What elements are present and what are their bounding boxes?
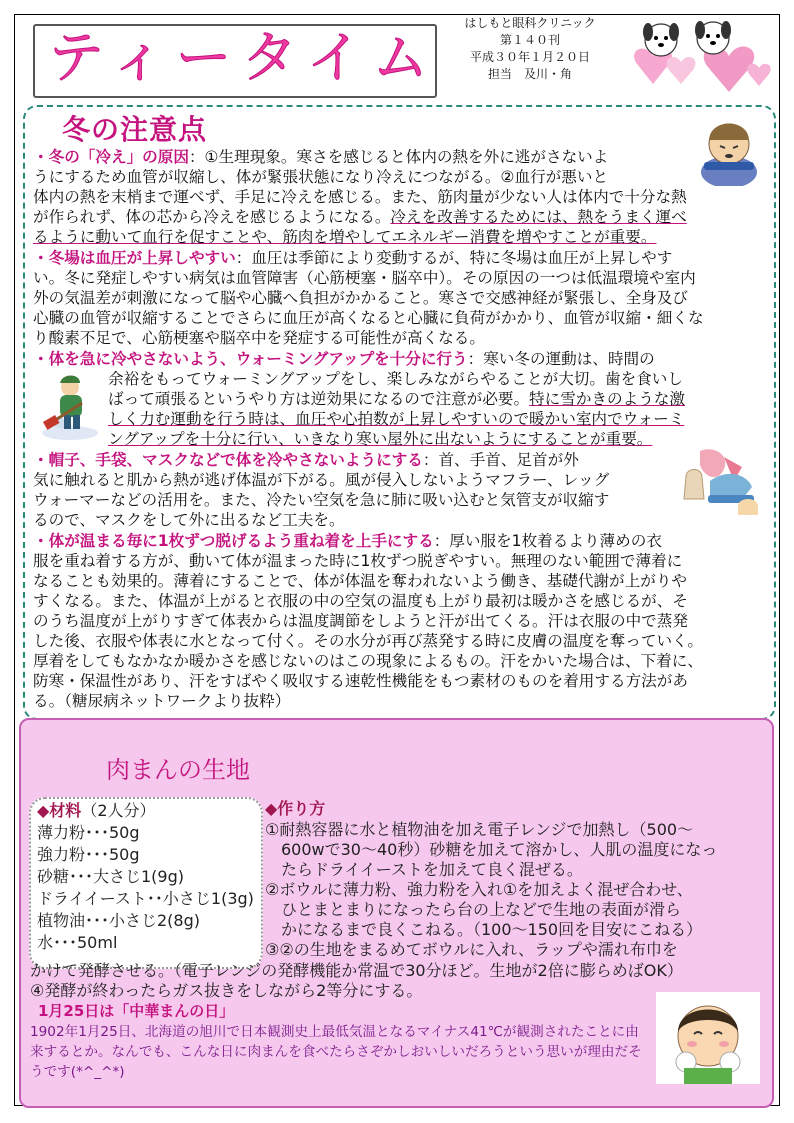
winter-clothes-icon: [680, 447, 764, 517]
winter-line: [33, 490, 683, 511]
body-span: る。（糖尿病ネットワークより抜粋）: [33, 692, 291, 710]
winter-line: [33, 147, 763, 168]
clinic-info: [450, 15, 610, 83]
body-span: なることも効果的。薄着にすることで、体が体温を奪われないよう働き、基礎代謝が上がりや: [33, 572, 688, 590]
step-line: ②ボウルに薄力粉、強力粉を入れ①を加えよく混ぜ合わせ、: [265, 880, 693, 899]
body-span: 冷えを改善するためには、熱をうまく運べ: [390, 208, 687, 226]
body-span: ：①生理現象。寒さを感じると体内の熱を外に逃がさないよ: [188, 148, 609, 166]
step-line: ③②の生地をまるめてボウルに入れ、ラップや濡れ布巾を: [265, 940, 678, 959]
winter-line: [33, 328, 763, 349]
body-span: 気に触れると肌から熱が逃げ体温が下がる。風が侵入しないようマフラー、レッグ: [33, 471, 610, 489]
winter-line: [108, 369, 763, 390]
body-span: 余裕をもってウォーミングアップをし、楽しみながらやることが大切。歯を食いし: [108, 370, 683, 388]
winter-line: [33, 691, 763, 712]
body-span: 防寒・保温性があり、汗をすばやく吸収する速乾性機能をもつ素材のものを着用する方法があ: [33, 672, 688, 690]
body-span: ングアップを十分に行い、いきなり寒い屋外に出ないようにすることが重要。: [108, 430, 653, 448]
ingredient-item: 水･･･50ml: [37, 933, 118, 952]
ingredient-item: 強力粉･･･50g: [37, 845, 140, 864]
body-span: 特に雪かきのような激: [529, 390, 685, 408]
step-line: ④発酵が終わったらガス抜きをしながら2等分にする。: [30, 981, 423, 1000]
hearts-dogs-icon: [617, 14, 779, 100]
recipe-title: 肉まんの生地: [106, 756, 250, 784]
winter-line: [33, 551, 763, 572]
winter-line: [33, 470, 683, 491]
ingredient-item: 砂糖･･･大さじ1(9g): [37, 867, 185, 886]
body-span: 服を重ね着する方が、動いて体が温まった時に1枚ずつ脱ぎやすい。無理のない範囲で薄着に: [33, 552, 683, 570]
body-span: り酸素不足で、心筋梗塞や脳卒中を発症する可能性が高くなる。: [33, 329, 485, 347]
body-span: るので、マスクをして外に出るなど工夫を。: [33, 511, 345, 529]
step-line: ひとまとまりになったら台の上などで生地の表面が滑ら: [265, 900, 682, 919]
servings: （2人分）: [81, 801, 156, 820]
body-span: ：寒い冬の運動は、時間の: [467, 350, 655, 368]
ingredients-heading: ◆材料: [37, 801, 82, 820]
body-span: 心臓の血管が収縮することでさらに血圧が高くなると心臓に負荷がかかり、血管が収縮・細くな: [33, 309, 704, 327]
tip-heading: ・帽子、手袋、マスクなどで体を冷やさないようにする: [33, 451, 423, 469]
winter-line: [33, 349, 763, 370]
tip-heading: ・冬の「冷え」の原因: [33, 148, 189, 166]
newsletter-title: ティータイム: [48, 26, 439, 91]
winter-line: [33, 510, 683, 531]
winter-line: [33, 308, 763, 329]
body-span: しく力む運動を行う時は、血圧や心拍数が上昇しやすいので暖かい室内でウォーミ: [108, 410, 685, 428]
issue-number: 第１４０刊: [499, 33, 560, 47]
body-span: ばって頑張るというやり方は逆効果になるので注意が必要。: [108, 390, 530, 408]
body-span: した後、衣服や体表に水となって付く。その水分が再び蒸発する時に皮膚の温度を奪っていく。: [33, 632, 703, 650]
clinic-name: はしもと眼科クリニック: [464, 16, 596, 30]
step-line: かけて発酵させる。（電子レンジの発酵機能か常温で30分ほど。生地が2倍に膨らめばOK）: [30, 961, 683, 980]
winter-line: [33, 207, 763, 228]
tip-heading: ・体が温まる毎に1枚ずつ脱げるよう重ね着を上手にする: [33, 532, 434, 550]
winter-line: [33, 288, 763, 309]
body-span: ウォーマーなどの活用を。また、冷たい空気を急に肺に吸い込むと気管支が収縮す: [33, 491, 610, 509]
winter-line: [33, 571, 763, 592]
step-line: かになるまで良くこねる。（100～150回を目安にこねる）: [265, 920, 703, 939]
tip-heading: ・冬場は血圧が上昇しやすい: [33, 249, 236, 267]
ingredient-item: 植物油･･･小さじ2(8g): [37, 911, 201, 930]
body-span: 外の気温差が刺激になって脳や心臓へ負担がかかること。寒さで交感神経が緊張し、全身及び: [33, 289, 688, 307]
body-span: 厚着をしてもなかなか暖かさを感じないのはこの現象によるもの。汗をかいた場合は、下着に、: [33, 652, 703, 670]
ingredient-item: 薄力粉･･･50g: [37, 823, 140, 842]
day-text: 1902年1月25日、北海道の旭川で日本観測史上最低気温となるマイナス41℃が観測されたことに由来するとか。なんでも、こんな日に肉まんを食べたらさぞかしおいしいだろうという思いが理由だそうです(*^_^*): [30, 1024, 642, 1080]
winter-line: [33, 651, 763, 672]
day-title: 1月25日は「中華まんの日」: [38, 1002, 235, 1020]
tip-heading: ・体を急に冷やさないよう、ウォーミングアップを十分に行う: [33, 350, 468, 368]
steps-list: [265, 820, 770, 960]
body-span: のうち温度が上がりすぎて体表からは温度調節をしようと汗が出てくる。汗は衣服の中で蒸発: [33, 612, 688, 630]
body-span: ：血圧は季節により変動するが、特に冬場は血圧が上昇しやす: [235, 249, 673, 267]
staff-credit: 担当 及川・角: [487, 67, 572, 81]
winter-line: [33, 450, 683, 471]
winter-line: [33, 531, 763, 552]
step-line: ①耐熱容器に水と植物油を加え電子レンジで加熱し（500～: [265, 820, 694, 839]
winter-line: [33, 268, 763, 289]
step-line: 600wで30～40秒）砂糖を加えて溶かし、人肌の温度になっ: [265, 840, 718, 859]
issue-date: 平成３０年１月２０日: [469, 50, 590, 64]
winter-line: [108, 429, 763, 450]
winter-line: [33, 591, 763, 612]
winter-line: [33, 227, 763, 248]
body-span: るように動いて血行を促すことや、筋肉を増やしてエネルギー消費を増やすことが重要。: [33, 228, 657, 246]
ingredients-list: [37, 800, 254, 954]
warm-face-icon: [656, 992, 760, 1084]
winter-line: [33, 187, 763, 208]
winter-title: 冬の注意点: [62, 113, 208, 146]
body-span: い。冬に発症しやすい病気は血管障害（心筋梗塞・脳卒中）。その原因の一つは低温環境や室内: [33, 269, 696, 287]
winter-line: [33, 167, 763, 188]
winter-line: [33, 671, 763, 692]
steps-heading: ◆作り方: [265, 799, 326, 818]
body-span: ：首、手首、足首が外: [422, 451, 579, 469]
ingredient-item: ドライイースト･･小さじ1(3g): [37, 889, 254, 908]
step-line: たらドライイーストを加えて良く混ぜる。: [265, 860, 583, 879]
winter-line: [33, 611, 763, 632]
winter-line: [108, 409, 763, 430]
body-span: が作られず、体の芯から冷えを感じるようになる。: [33, 208, 391, 226]
winter-line: [33, 631, 763, 652]
body-span: 体内の熱を末梢まで運べず、手足に冷えを感じる。また、筋肉量が少ない人は体内で十分な熱: [33, 188, 687, 206]
body-span: すくなる。また、体温が上がると衣服の中の空気の温度も上がり最初は暖かさを感じるが、そ: [33, 592, 688, 610]
snow-shoveling-icon: [40, 373, 100, 441]
body-span: ：厚い服を1枚着るより薄めの衣: [433, 532, 662, 550]
winter-line: [33, 248, 763, 269]
body-span: うにするため血管が収縮し、体が緊張状態になり冷えにつながる。②血行が悪いと: [33, 168, 609, 186]
winter-line: [108, 389, 763, 410]
